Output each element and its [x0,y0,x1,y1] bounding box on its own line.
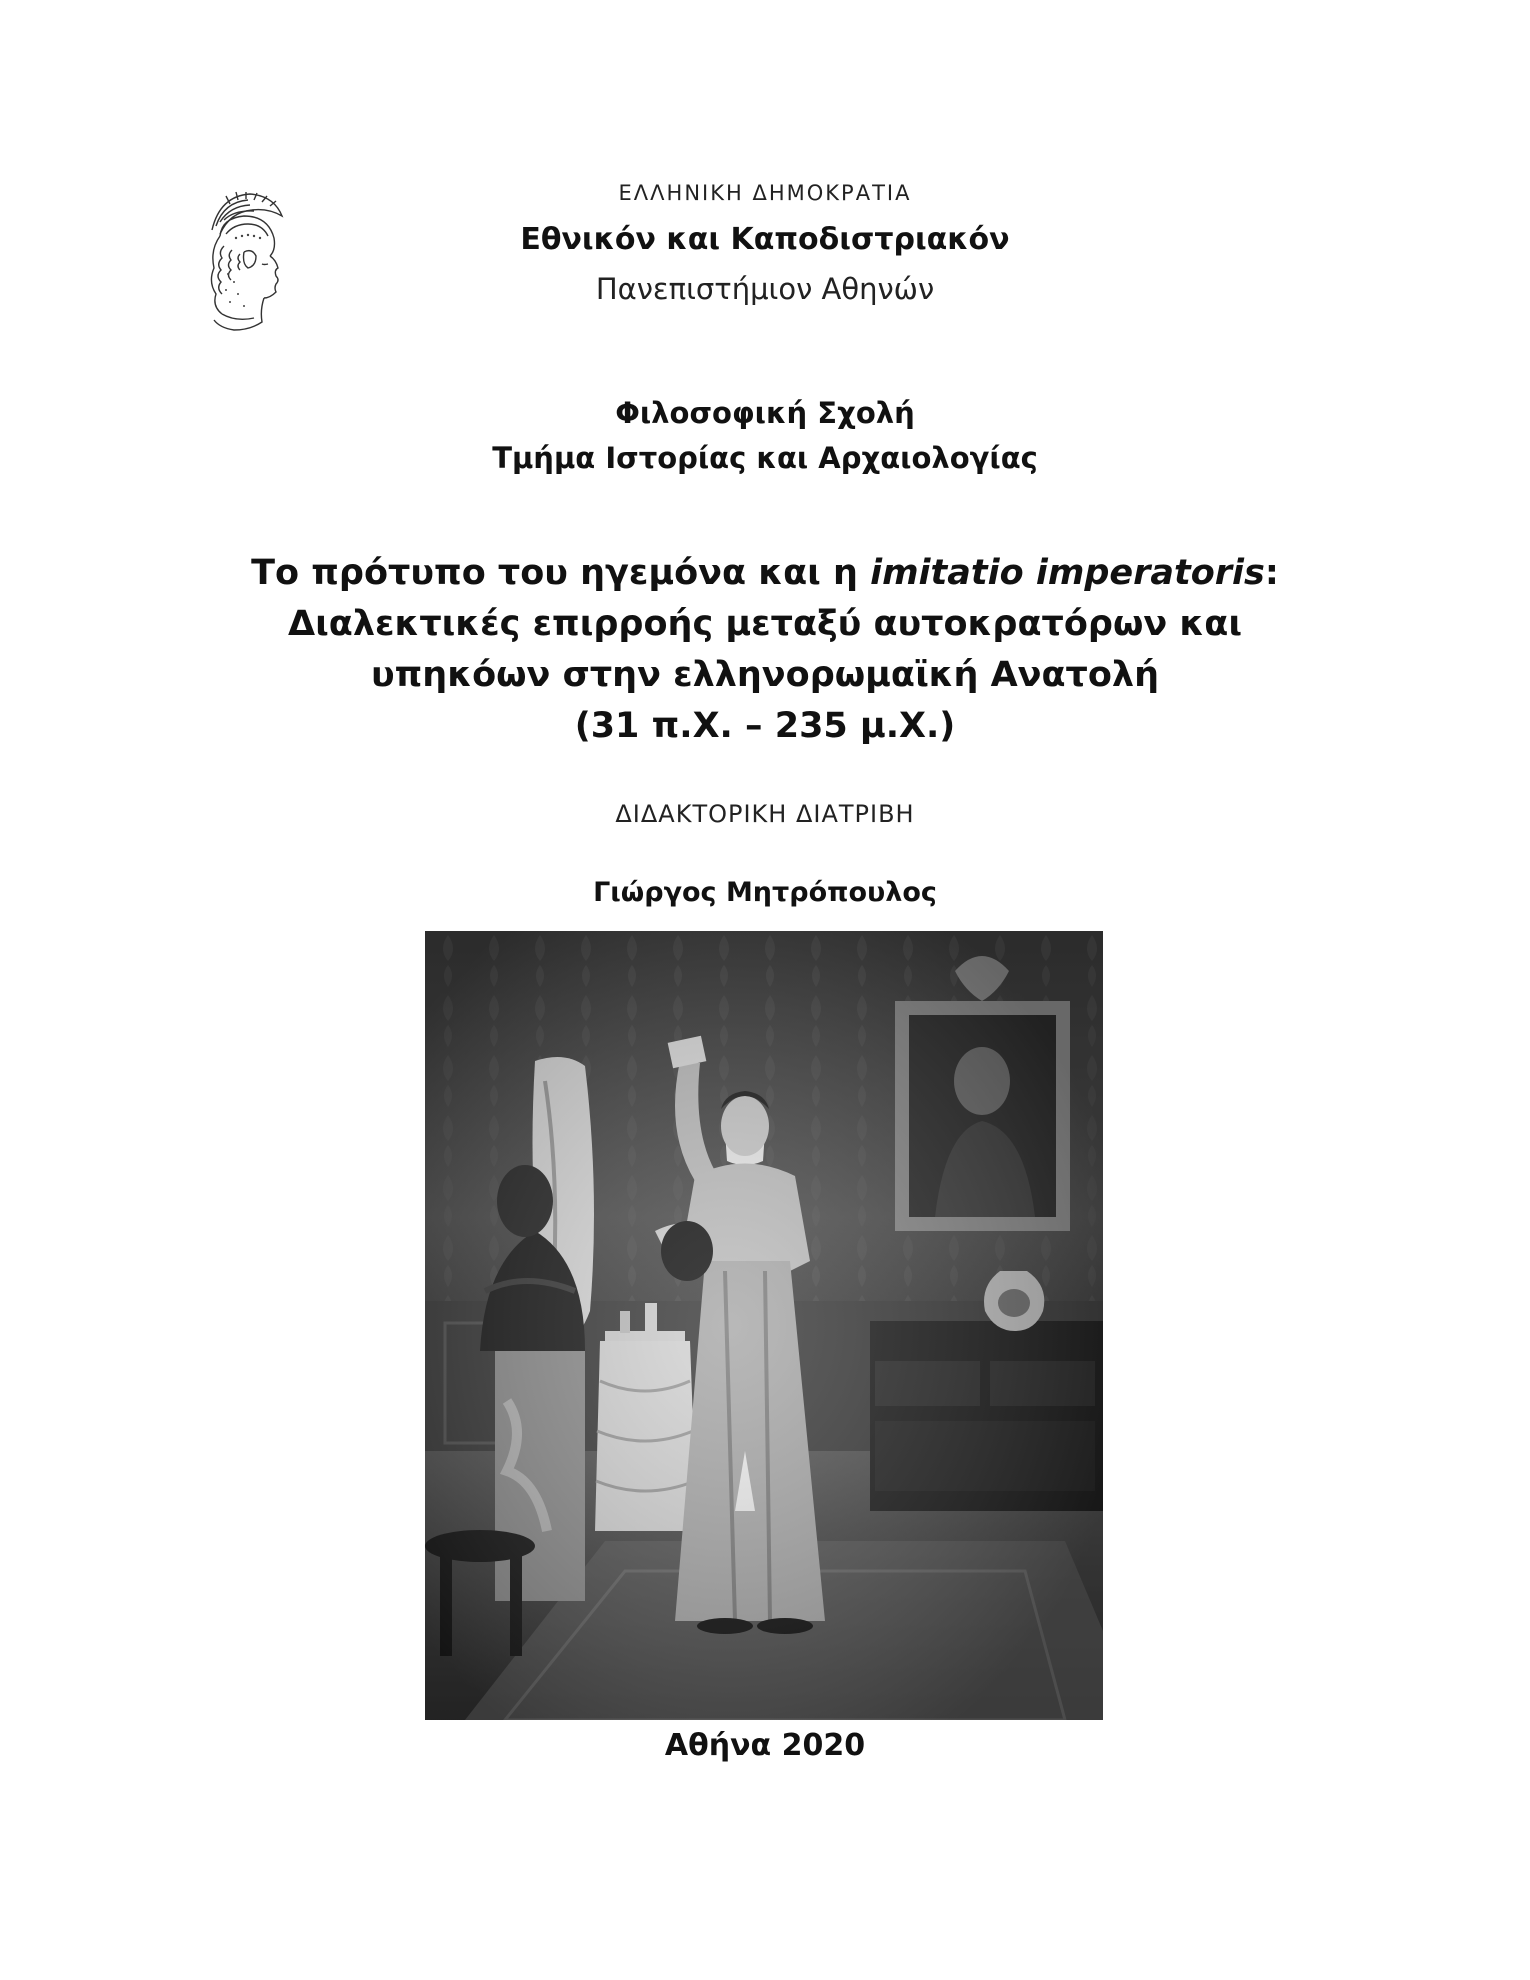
title-line-1 [0,548,1530,599]
department-name: Τμήμα Ιστορίας και Αρχαιολογίας [492,441,1038,475]
title-line-2: Διαλεκτικές επιρροής μεταξύ αυτοκρατόρων και [288,604,1242,644]
title-line-4: (31 π.Χ. – 235 μ.Χ.) [574,706,956,746]
faculty-block [0,391,1530,481]
school-name: Φιλοσοφική Σχολή [615,396,915,430]
cover-photograph [425,931,1103,1720]
author-name: Γιώργος Μητρόπουλος [593,877,937,908]
university-name-line1: Εθνικόν και Καποδιστριακόν [520,222,1010,257]
title-line-3: υπηκόων στην ελληνορωμαϊκή Ανατολή [370,655,1159,695]
place-year: Αθήνα 2020 [664,1728,866,1763]
republic-label: ΕΛΛΗΝΙΚΗ ΔΗΜΟΚΡΑΤΙΑ [618,181,912,205]
athena-head-emblem-icon [190,190,295,335]
thesis-type: ΔΙΔΑΚΤΟΡΙΚΗ ΔΙΑΤΡΙΒΗ [615,800,915,828]
title-line-1-italic: imitatio imperatoris [870,553,1265,593]
title-line-1-prefix: Το πρότυπο του ηγεμόνα και η [251,553,871,593]
university-name-line2: Πανεπιστήμιον Αθηνών [595,272,935,306]
thesis-title [0,548,1530,752]
title-line-1-suffix: : [1264,553,1279,593]
